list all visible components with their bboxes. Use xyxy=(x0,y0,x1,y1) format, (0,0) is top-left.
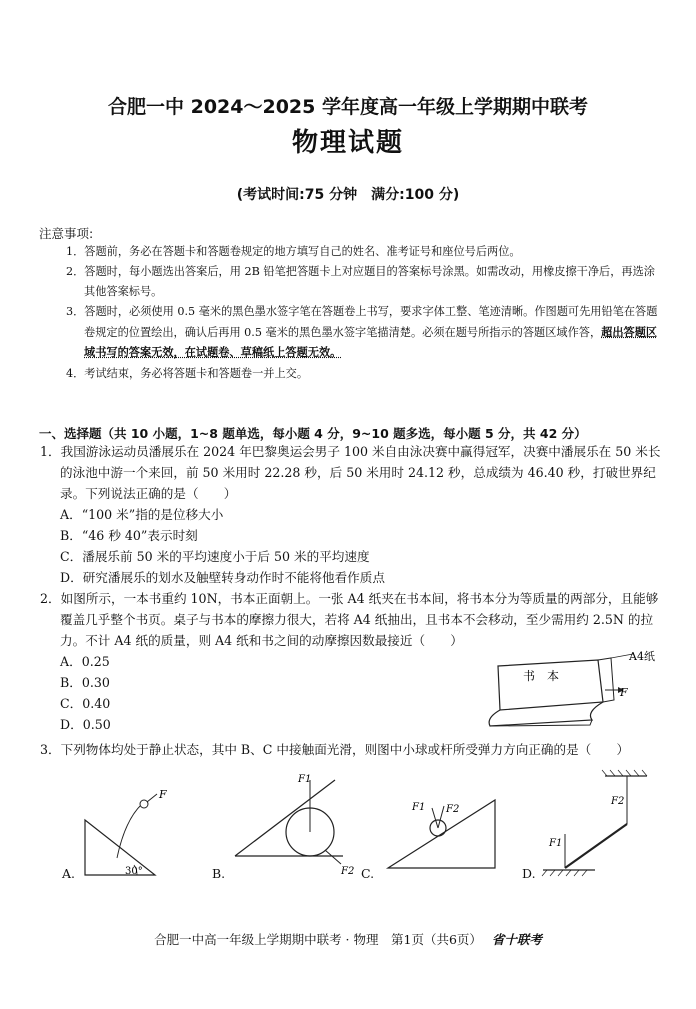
footer-text: 合肥一中高一年级上学期期中联考 · 物理 第1页（共6页） xyxy=(154,932,482,947)
force-f2-b xyxy=(325,850,341,864)
figure-b-label: B. xyxy=(212,866,226,881)
figure-d xyxy=(535,768,665,880)
book-figure xyxy=(478,646,678,736)
figure-b xyxy=(225,768,365,878)
notice-item-3-text: 3．答题时，必须使用 0.5 毫米的黑色墨水签字笔在答题卷上书写，要求字体工整、笔迹清晰。作图题可先用铅笔在答题卷规定的位置绘出，确认后再用 0.5 毫米的黑色墨水签字笔描清楚。必须在题号所指示的答题区域作答， xyxy=(66,305,658,339)
book-title-text: 书 本 xyxy=(523,669,560,683)
figure-d-label: D. xyxy=(522,866,536,881)
ceiling-hatch-d xyxy=(602,770,647,776)
f1-label-d: F1 xyxy=(549,838,563,849)
exam-title: 合肥一中 2024～2025 学年度高一年级上学期期中联考 xyxy=(108,96,588,118)
notice-item-4: 4．考试结束，务必将答题卡和答题卷一并上交。 xyxy=(66,367,309,380)
question-2-option-c: C．0.40 xyxy=(60,696,111,711)
notice-item-3-emphasis: 超出答题区域书写的答案无效，在试题卷、草稿纸上答题无效。 xyxy=(84,325,658,359)
figure-c xyxy=(380,770,510,880)
question-1-option-d: D．研究潘展乐的划水及触壁转身动作时不能将他看作质点 xyxy=(60,570,385,585)
question-2-option-d: D．0.50 xyxy=(60,717,111,732)
angle-label-a: 30° xyxy=(125,866,143,877)
book-spine xyxy=(489,702,603,726)
figure-c-label: C. xyxy=(361,866,375,881)
incline-a xyxy=(85,820,155,875)
page-footer xyxy=(0,930,696,948)
book-cover xyxy=(498,660,603,710)
paper-label: A4纸 xyxy=(629,650,655,663)
exam-info: (考试时间:75 分钟 满分:100 分) xyxy=(236,187,460,203)
rod-d xyxy=(565,824,627,868)
question-1-option-a: A．“100 米”指的是位移大小 xyxy=(60,507,224,522)
question-1-option-c: C．潘展乐前 50 米的平均速度小于后 50 米的平均速度 xyxy=(60,549,370,564)
footer-brand: 省十联考 xyxy=(491,932,542,947)
force-label-a: F xyxy=(159,788,167,801)
notice-item-3 xyxy=(66,302,664,364)
subject-title: 物理试题 xyxy=(291,128,404,158)
question-2-stem: 2．如图所示，一本书重约 10N，书本正面朝上。一张 A4 纸夹在书本间，将书本分为等质量的两部分，且能够覆盖几乎整个书页。桌子与书本的摩擦力很大，若将 A4 纸抽出，且书本不会移动，至少需用约 2.5N 的拉力。不计 A4 纸的质量，则 A4 纸和书之间的动摩擦因数最接近（ ） xyxy=(40,591,659,648)
force-arrow-a xyxy=(147,794,157,802)
trajectory-a xyxy=(117,804,142,858)
question-1-stem: 1．我国游泳运动员潘展乐在 2024 年巴黎奥运会男子 100 米自由泳决赛中赢得冠军，决赛中潘展乐在 50 米长的泳池中游一个来回，前 50 米用时 22.28 秒，后 50 米用时 24.12 秒，总成绩为 46.40 秒，打破世界纪录。下列说法正确的是（ ） xyxy=(40,444,661,501)
question-2-option-a: A．0.25 xyxy=(60,654,110,669)
incline-c xyxy=(388,800,495,868)
f2-label-b: F2 xyxy=(341,866,355,877)
notice-item-2: 2．答题时，每小题选出答案后，用 2B 铅笔把答题卡上对应题目的答案标号涂黑。如需改动，用橡皮擦干净后，再选涂其他答案标号。 xyxy=(66,265,655,298)
ball-a xyxy=(140,800,148,808)
question-3-stem: 3．下列物体均处于静止状态，其中 B、C 中接触面光滑，则图中小球或杆所受弹力方向正确的是（ ） xyxy=(40,742,630,757)
floor-hatch-d xyxy=(542,870,587,876)
force-label: F xyxy=(620,686,628,699)
notice-item-1: 1．答题前，务必在答题卡和答题卷规定的地方填写自己的姓名、准考证号和座位号后两位。 xyxy=(66,245,521,258)
f1-label-b: F1 xyxy=(298,774,312,785)
question-2-option-b: B．0.30 xyxy=(60,675,110,690)
figure-a-label: A. xyxy=(62,866,76,881)
notice-heading: 注意事项: xyxy=(39,226,94,241)
question-1-option-b: B．“46 秒 40”表示时刻 xyxy=(60,528,198,543)
figure-a xyxy=(55,780,195,880)
section-heading: 一、选择题（共 10 小题，1~8 题单选，每小题 4 分，9~10 题多选，每小题 5 分，共 42 分） xyxy=(39,426,587,441)
force-f2-c xyxy=(438,806,444,828)
f2-label-c: F2 xyxy=(446,804,460,815)
force-f1-c xyxy=(432,808,438,828)
f1-label-c: F1 xyxy=(412,802,426,813)
slope-line-b xyxy=(235,780,335,856)
f2-label-d: F2 xyxy=(611,796,625,807)
